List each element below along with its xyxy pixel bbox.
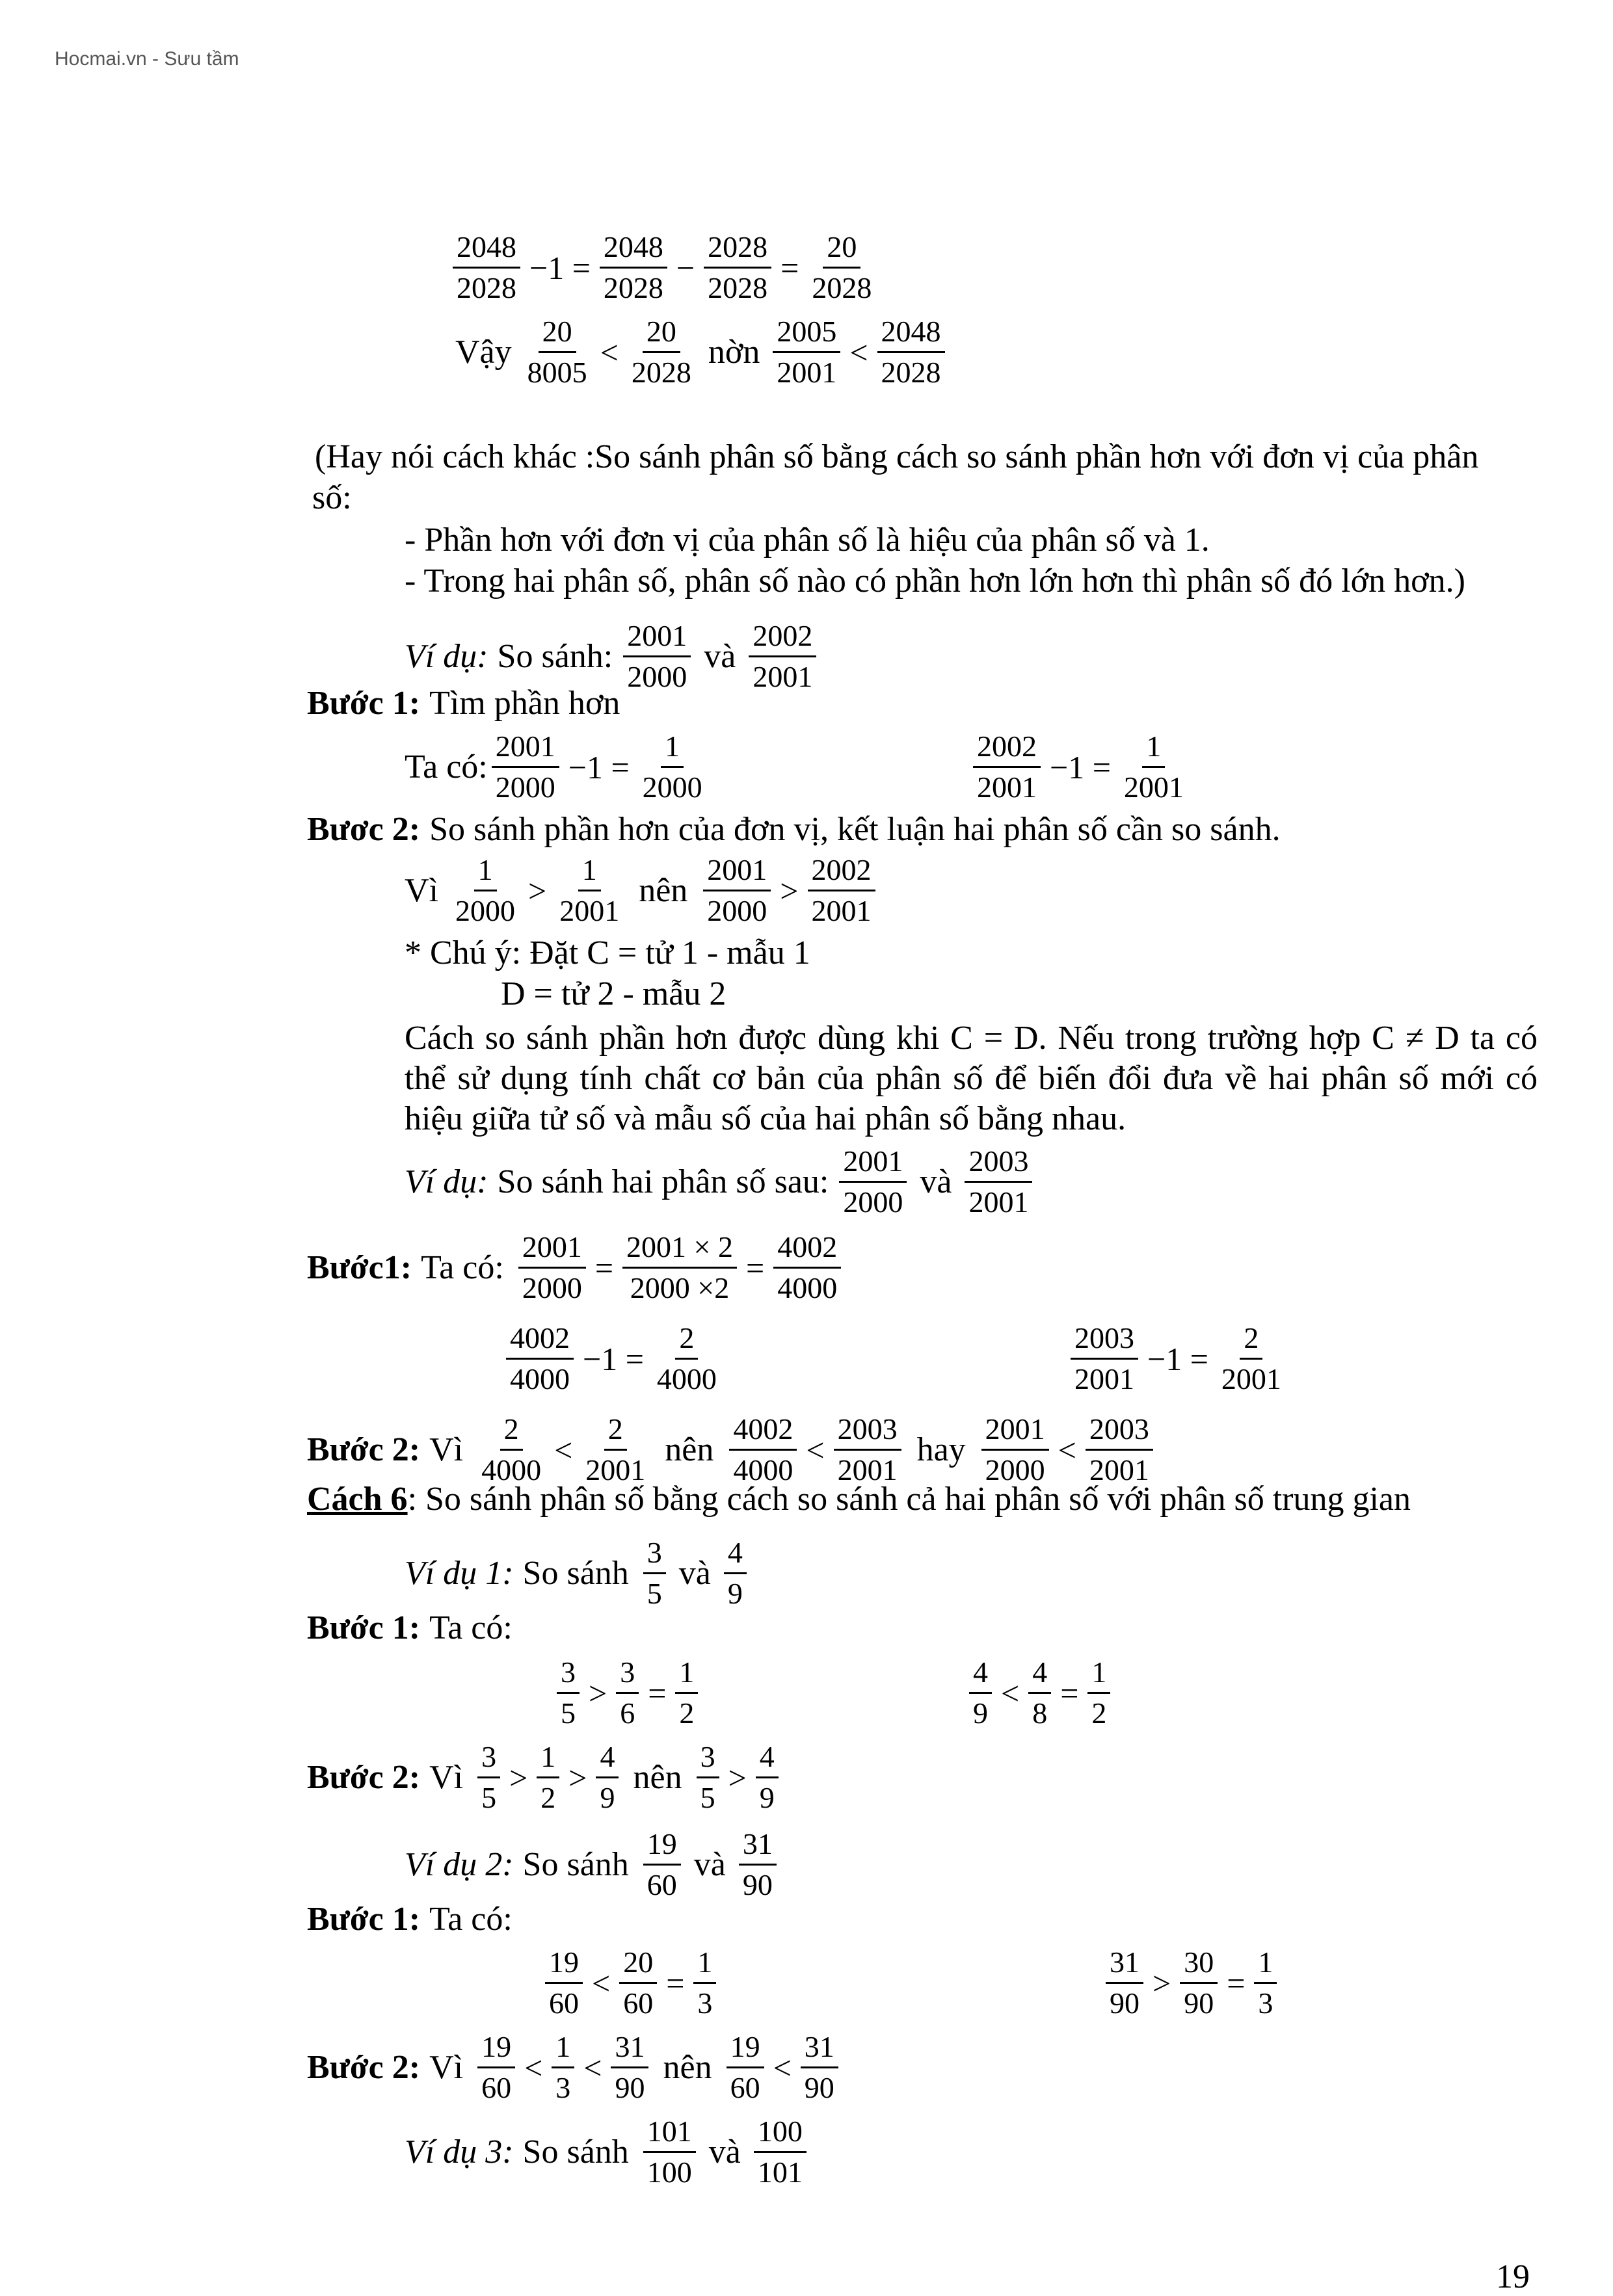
numerator: 3 bbox=[477, 1739, 500, 1778]
denominator: 90 bbox=[1184, 1986, 1214, 2020]
denominator: 2001 bbox=[559, 894, 620, 928]
fraction bbox=[643, 1535, 666, 1612]
operator: > bbox=[528, 872, 547, 909]
equation-line bbox=[449, 229, 879, 306]
text: Vậy bbox=[455, 333, 512, 371]
operator: < bbox=[524, 2049, 543, 2086]
denominator: 2028 bbox=[631, 356, 691, 389]
numerator: 2 bbox=[500, 1411, 523, 1451]
denominator: 2000 bbox=[707, 894, 767, 928]
fraction bbox=[492, 728, 559, 806]
numerator: 1 bbox=[1254, 1944, 1277, 1984]
text: - Trong hai phân số, phân số nào có phần hơn lớn hơn thì phân số đó lớn hơn.) bbox=[405, 562, 1465, 600]
numerator: 4002 bbox=[729, 1411, 797, 1451]
numerator: 4 bbox=[1028, 1654, 1051, 1694]
text: và bbox=[708, 2133, 741, 2171]
denominator: 2028 bbox=[708, 271, 768, 305]
example-line bbox=[405, 1143, 1036, 1221]
denominator: 2001 bbox=[777, 356, 837, 389]
operator: = bbox=[594, 1249, 614, 1286]
numerator: 4002 bbox=[506, 1320, 574, 1360]
fraction bbox=[545, 1944, 583, 2022]
step-title: Bước 1: bbox=[307, 1609, 421, 1646]
page-number: 19 bbox=[1496, 2258, 1530, 2295]
equation-line bbox=[553, 1654, 702, 1732]
denominator: 2001 bbox=[753, 660, 813, 694]
numerator: 2001 × 2 bbox=[622, 1229, 737, 1269]
equation-line bbox=[541, 1944, 720, 2022]
operator: −1 = bbox=[568, 748, 630, 785]
operator: < bbox=[1058, 1431, 1076, 1468]
equation-line bbox=[455, 313, 949, 391]
denominator: 101 bbox=[757, 2156, 803, 2189]
step-heading bbox=[307, 687, 620, 720]
fraction bbox=[773, 1229, 841, 1306]
text: nờn bbox=[708, 333, 760, 371]
numerator: 2 bbox=[604, 1411, 627, 1451]
fraction bbox=[749, 618, 816, 695]
denominator: 2000 ×2 bbox=[630, 1271, 730, 1305]
operator: < bbox=[849, 334, 868, 371]
denominator: 6 bbox=[620, 1696, 635, 1730]
numerator: 100 bbox=[754, 2113, 806, 2153]
operator: = bbox=[780, 249, 799, 286]
fraction bbox=[1086, 1411, 1153, 1488]
operator: −1 = bbox=[1050, 748, 1111, 785]
denominator: 100 bbox=[647, 2156, 692, 2189]
numerator: 2 bbox=[675, 1320, 698, 1360]
numerator: 2001 bbox=[623, 618, 691, 657]
text: Ta có: bbox=[429, 1609, 513, 1646]
numerator: 31 bbox=[801, 2029, 838, 2068]
numerator: 2001 bbox=[518, 1229, 586, 1269]
note-line bbox=[501, 977, 726, 1011]
numerator: 1 bbox=[1087, 1654, 1110, 1694]
numerator: 3 bbox=[643, 1535, 666, 1574]
fraction bbox=[524, 313, 591, 391]
equation-line bbox=[965, 1654, 1114, 1732]
equation-line bbox=[307, 1739, 782, 1816]
fraction bbox=[628, 313, 695, 391]
denominator: 2028 bbox=[457, 271, 516, 305]
denominator: 60 bbox=[549, 1986, 579, 2020]
fraction bbox=[619, 1944, 657, 2022]
note-line bbox=[312, 481, 352, 515]
fraction bbox=[703, 852, 771, 929]
denominator: 2001 bbox=[1074, 1362, 1134, 1396]
fraction bbox=[477, 1411, 545, 1488]
numerator: 2 bbox=[1240, 1320, 1262, 1360]
denominator: 3 bbox=[697, 1986, 713, 2020]
text: So sánh phần hơn của đơn vị, kết luận hai phân số cần so sánh. bbox=[429, 811, 1281, 848]
numerator: 1 bbox=[578, 852, 601, 891]
denominator: 4000 bbox=[481, 1453, 542, 1487]
operator: > bbox=[728, 1759, 747, 1796]
step-heading bbox=[307, 813, 1281, 847]
numerator: 2001 bbox=[981, 1411, 1049, 1451]
numerator: 31 bbox=[739, 1826, 777, 1866]
denominator: 2000 bbox=[843, 1185, 903, 1219]
fraction bbox=[477, 1739, 500, 1816]
numerator: 1 bbox=[693, 1944, 716, 1984]
text: So sánh bbox=[522, 1554, 629, 1592]
numerator: 19 bbox=[477, 2029, 515, 2068]
operator: = bbox=[745, 1249, 765, 1286]
fraction bbox=[834, 1411, 901, 1488]
operator: < bbox=[773, 2049, 792, 2086]
fraction bbox=[451, 852, 519, 929]
numerator: 19 bbox=[545, 1944, 583, 1984]
fraction bbox=[801, 2029, 838, 2106]
text: Ta có: bbox=[405, 748, 488, 785]
text: Vì bbox=[429, 1758, 464, 1796]
fraction bbox=[1254, 1944, 1277, 2022]
fraction bbox=[581, 1411, 649, 1488]
numerator: 3 bbox=[557, 1654, 580, 1694]
numerator: 2001 bbox=[492, 728, 559, 768]
numerator: 2048 bbox=[600, 229, 667, 269]
denominator: 2000 bbox=[627, 660, 687, 694]
page-header-source: Hocmai.vn - Sưu tầm bbox=[55, 48, 239, 70]
fraction bbox=[639, 728, 706, 806]
equation-line bbox=[405, 852, 879, 929]
denominator: 2 bbox=[1091, 1696, 1107, 1730]
fraction bbox=[724, 1535, 747, 1612]
fraction bbox=[616, 1654, 639, 1732]
numerator: 3 bbox=[616, 1654, 639, 1694]
equation-line bbox=[1102, 1944, 1281, 2022]
denominator: 9 bbox=[973, 1696, 988, 1730]
denominator: 2000 bbox=[985, 1453, 1045, 1487]
fraction bbox=[477, 2029, 515, 2106]
operator: > bbox=[509, 1759, 528, 1796]
denominator: 90 bbox=[804, 2071, 834, 2105]
operator: < bbox=[1001, 1674, 1020, 1711]
operator: − bbox=[676, 249, 695, 286]
fraction bbox=[623, 618, 691, 695]
fraction bbox=[754, 2113, 806, 2191]
operator: > bbox=[780, 872, 799, 909]
denominator: 3 bbox=[555, 2071, 571, 2105]
numerator: 2001 bbox=[703, 852, 771, 891]
example-line bbox=[405, 618, 820, 695]
numerator: 1 bbox=[552, 2029, 574, 2068]
numerator: 4 bbox=[724, 1535, 747, 1574]
denominator: 2001 bbox=[1089, 1453, 1149, 1487]
fraction bbox=[1106, 1944, 1143, 2022]
fraction bbox=[704, 229, 771, 306]
operator: < bbox=[600, 334, 619, 371]
equation-line bbox=[307, 2029, 842, 2106]
text: D = tử 2 - mẫu 2 bbox=[501, 975, 727, 1012]
text: số: bbox=[312, 479, 352, 516]
note-paragraph: Cách so sánh phần hơn được dùng khi C = D. Nếu trong trường hợp C ≠ D ta có thể sử dụng tính chất cơ bản của phân số để biến đổi đưa về hai phân số mới có hiệu giữa tử số và mẫu số của hai phân số bằng nhau. bbox=[405, 1020, 1538, 1137]
denominator: 60 bbox=[481, 2071, 512, 2105]
equation-line bbox=[502, 1320, 725, 1397]
denominator: 60 bbox=[647, 1868, 677, 1902]
text: : So sánh phân số bằng cách so sánh cả hai phân số với phân số trung gian bbox=[407, 1481, 1411, 1518]
operator: > bbox=[1153, 1964, 1171, 2001]
numerator: 1 bbox=[661, 728, 684, 768]
fraction bbox=[1120, 728, 1188, 806]
step-title: Bước 2: bbox=[307, 1758, 421, 1796]
step-title: Bước 2: bbox=[307, 1431, 421, 1468]
numerator: 19 bbox=[643, 1826, 681, 1866]
denominator: 90 bbox=[742, 1868, 773, 1902]
numerator: 31 bbox=[611, 2029, 648, 2068]
operator: < bbox=[592, 1964, 611, 2001]
text: So sánh bbox=[522, 1845, 629, 1883]
numerator: 20 bbox=[823, 229, 860, 269]
text: và bbox=[678, 1554, 711, 1592]
example-label: Ví dụ 2: bbox=[405, 1845, 514, 1883]
equation-line bbox=[405, 728, 710, 806]
denominator: 2 bbox=[679, 1696, 695, 1730]
numerator: 2003 bbox=[1071, 1320, 1138, 1360]
step-title: Bươc 2: bbox=[307, 811, 421, 848]
denominator: 2001 bbox=[837, 1453, 898, 1487]
denominator: 9 bbox=[600, 1781, 615, 1815]
denominator: 2001 bbox=[585, 1453, 646, 1487]
note-line bbox=[405, 936, 810, 970]
operator: < bbox=[583, 2049, 602, 2086]
text: So sánh hai phân số sau: bbox=[497, 1163, 829, 1200]
fraction bbox=[506, 1320, 574, 1397]
operator: = bbox=[648, 1674, 667, 1711]
fraction bbox=[773, 313, 840, 391]
fraction bbox=[675, 1654, 698, 1732]
denominator: 2028 bbox=[881, 356, 941, 389]
text: - Phần hơn với đơn vị của phân số là hiệu của phân số và 1. bbox=[405, 521, 1210, 559]
denominator: 2000 bbox=[455, 894, 515, 928]
denominator: 2000 bbox=[495, 771, 555, 804]
text: nên bbox=[665, 1431, 714, 1468]
denominator: 2001 bbox=[1123, 771, 1184, 804]
equation-line bbox=[307, 1411, 1157, 1488]
numerator: 2001 bbox=[839, 1143, 907, 1183]
fraction bbox=[693, 1944, 716, 2022]
denominator: 4000 bbox=[656, 1362, 717, 1396]
fraction bbox=[643, 1826, 681, 1903]
numerator: 1 bbox=[537, 1739, 559, 1778]
denominator: 5 bbox=[647, 1577, 662, 1611]
fraction bbox=[973, 728, 1041, 806]
numerator: 1 bbox=[474, 852, 497, 891]
fraction bbox=[653, 1320, 721, 1397]
text: * Chú ý: Đặt C = tử 1 - mẫu 1 bbox=[405, 934, 810, 971]
numerator: 2002 bbox=[973, 728, 1041, 768]
denominator: 5 bbox=[481, 1781, 497, 1815]
text: nên bbox=[639, 871, 688, 909]
denominator: 9 bbox=[759, 1781, 775, 1815]
numerator: 20 bbox=[643, 313, 680, 353]
numerator: 2003 bbox=[834, 1411, 901, 1451]
text: và bbox=[920, 1163, 952, 1200]
fraction bbox=[555, 852, 623, 929]
fraction bbox=[697, 1739, 719, 1816]
equation-line bbox=[969, 728, 1192, 806]
fraction bbox=[969, 1654, 992, 1732]
operator: −1 = bbox=[1147, 1340, 1208, 1377]
numerator: 2048 bbox=[453, 229, 520, 269]
denominator: 4000 bbox=[777, 1271, 838, 1305]
denominator: 4000 bbox=[510, 1362, 570, 1396]
numerator: 2003 bbox=[1086, 1411, 1153, 1451]
numerator: 20 bbox=[539, 313, 576, 353]
denominator: 2000 bbox=[522, 1271, 582, 1305]
fraction bbox=[965, 1143, 1032, 1221]
fraction bbox=[1028, 1654, 1051, 1732]
numerator: 1 bbox=[675, 1654, 698, 1694]
step-title: Bước1: bbox=[307, 1248, 412, 1286]
text: So sánh bbox=[522, 2133, 629, 2171]
operator: < bbox=[554, 1431, 573, 1468]
numerator: 2048 bbox=[877, 313, 945, 353]
numerator: 30 bbox=[1180, 1944, 1218, 1984]
numerator: 4002 bbox=[773, 1229, 841, 1269]
denominator: 2028 bbox=[812, 271, 872, 305]
fraction bbox=[557, 1654, 580, 1732]
fraction bbox=[1218, 1320, 1285, 1397]
operator: > bbox=[568, 1759, 587, 1796]
operator: = bbox=[666, 1964, 685, 2001]
text: hay bbox=[916, 1431, 966, 1468]
numerator: 3 bbox=[697, 1739, 719, 1778]
numerator: 2002 bbox=[808, 852, 875, 891]
numerator: 1 bbox=[1142, 728, 1165, 768]
example-label: Ví dụ: bbox=[405, 637, 488, 675]
fraction bbox=[518, 1229, 586, 1306]
text: Ta có: bbox=[421, 1248, 504, 1286]
denominator: 9 bbox=[727, 1577, 743, 1611]
text: (Hay nói cách khác :So sánh phân số bằng cách so sánh phần hơn với đơn vị của phân bbox=[315, 438, 1479, 475]
fraction bbox=[729, 1411, 797, 1488]
numerator: 2005 bbox=[773, 313, 840, 353]
denominator: 5 bbox=[561, 1696, 576, 1730]
text: và bbox=[693, 1845, 726, 1883]
fraction bbox=[596, 1739, 619, 1816]
fraction bbox=[552, 2029, 574, 2106]
example-label: Ví dụ 3: bbox=[405, 2133, 514, 2171]
fraction bbox=[727, 2029, 764, 2106]
denominator: 90 bbox=[615, 2071, 645, 2105]
denominator: 8 bbox=[1032, 1696, 1048, 1730]
equation-line bbox=[307, 1229, 845, 1306]
fraction bbox=[1071, 1320, 1138, 1397]
numerator: 4 bbox=[969, 1654, 992, 1694]
fraction bbox=[643, 2113, 696, 2191]
numerator: 101 bbox=[643, 2113, 696, 2153]
denominator: 60 bbox=[730, 2071, 760, 2105]
example-line bbox=[405, 1535, 751, 1612]
operator: = bbox=[1060, 1674, 1079, 1711]
operator: −1 = bbox=[529, 249, 591, 286]
fraction bbox=[622, 1229, 737, 1306]
fraction bbox=[611, 2029, 648, 2106]
denominator: 3 bbox=[1258, 1986, 1273, 2020]
text: Vì bbox=[429, 2048, 464, 2086]
fraction bbox=[453, 229, 520, 306]
example-label: Ví dụ 1: bbox=[405, 1554, 514, 1592]
note-bullet bbox=[405, 564, 1465, 598]
text: Vì bbox=[405, 871, 438, 909]
denominator: 2028 bbox=[603, 271, 663, 305]
numerator: 2028 bbox=[704, 229, 771, 269]
step-title: Bước 2: bbox=[307, 2048, 421, 2086]
step-title: Bước 1: bbox=[307, 1901, 421, 1938]
fraction bbox=[600, 229, 667, 306]
denominator: 2001 bbox=[1221, 1362, 1281, 1396]
operator: > bbox=[589, 1674, 607, 1711]
operator: < bbox=[806, 1431, 825, 1468]
equation-line bbox=[1067, 1320, 1289, 1397]
fraction bbox=[537, 1739, 559, 1816]
fraction bbox=[839, 1143, 907, 1221]
numerator: 2003 bbox=[965, 1143, 1032, 1183]
section-title: Cách 6 bbox=[307, 1481, 408, 1518]
section-heading bbox=[307, 1483, 1411, 1516]
denominator: 2 bbox=[540, 1781, 556, 1815]
text: và bbox=[704, 637, 736, 675]
numerator: 4 bbox=[756, 1739, 779, 1778]
numerator: 31 bbox=[1106, 1944, 1143, 1984]
example-line bbox=[405, 2113, 810, 2191]
step-heading bbox=[307, 1903, 513, 1936]
denominator: 5 bbox=[700, 1781, 715, 1815]
step-title: Bước 1: bbox=[307, 685, 421, 722]
text: nên bbox=[633, 1758, 682, 1796]
operator: = bbox=[1227, 1964, 1246, 2001]
numerator: 2002 bbox=[749, 618, 816, 657]
example-label: Ví dụ: bbox=[405, 1163, 488, 1200]
text: Ta có: bbox=[429, 1901, 513, 1938]
denominator: 8005 bbox=[527, 356, 587, 389]
numerator: 4 bbox=[596, 1739, 619, 1778]
note-bullet bbox=[405, 523, 1210, 557]
note-line bbox=[315, 440, 1478, 474]
operator: −1 = bbox=[583, 1340, 644, 1377]
fraction bbox=[808, 229, 875, 306]
numerator: 20 bbox=[619, 1944, 657, 1984]
denominator: 2000 bbox=[642, 771, 702, 804]
text: Tìm phần hơn bbox=[429, 685, 620, 722]
denominator: 60 bbox=[623, 1986, 654, 2020]
text: nên bbox=[663, 2048, 712, 2086]
fraction bbox=[877, 313, 945, 391]
text: Vì bbox=[429, 1431, 464, 1468]
numerator: 19 bbox=[727, 2029, 764, 2068]
fraction bbox=[739, 1826, 777, 1903]
fraction bbox=[981, 1411, 1049, 1488]
text: So sánh: bbox=[497, 637, 613, 675]
fraction bbox=[808, 852, 875, 929]
denominator: 2001 bbox=[811, 894, 872, 928]
fraction bbox=[1087, 1654, 1110, 1732]
fraction bbox=[1180, 1944, 1218, 2022]
example-line bbox=[405, 1826, 780, 1903]
denominator: 4000 bbox=[733, 1453, 793, 1487]
fraction bbox=[756, 1739, 779, 1816]
denominator: 2001 bbox=[968, 1185, 1029, 1219]
denominator: 2001 bbox=[977, 771, 1037, 804]
denominator: 90 bbox=[1110, 1986, 1140, 2020]
step-heading bbox=[307, 1611, 513, 1645]
